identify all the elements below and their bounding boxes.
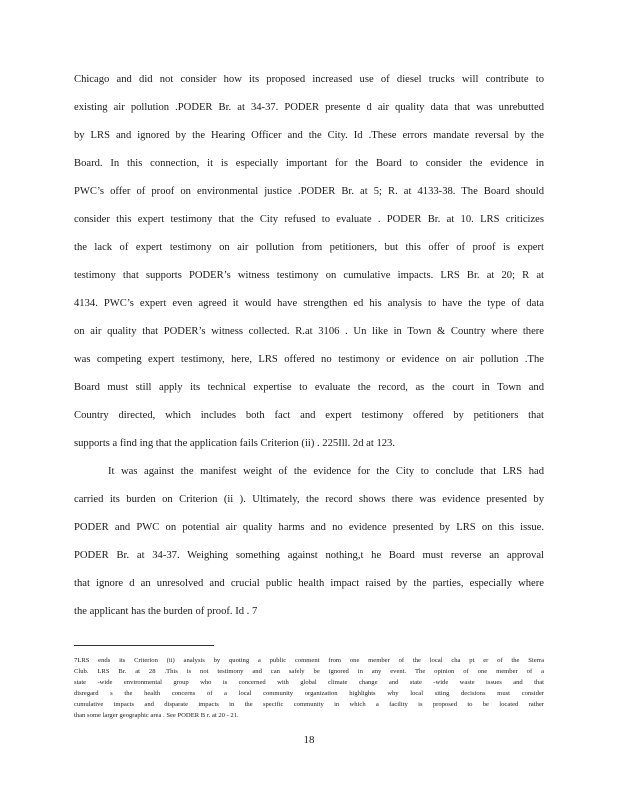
footnote-line: disregard s the health concerns of a local community organization highlights why local siting decisions must consider bbox=[74, 690, 544, 697]
body-line: the lack of expert testimony on air pollution from petitioners, but this offer of proof is expert bbox=[74, 242, 544, 253]
body-line: PODER Br. at 34-37. Weighing something against nothing,t he Board must reverse an approval bbox=[74, 550, 544, 561]
body-line: 4134. PWC’s expert even agreed it would have strengthen ed his analysis to have the type of data bbox=[74, 298, 544, 309]
body-line: supports a find ing that the application fails Criterion (ii) . 225Ill. 2d at 123. bbox=[74, 438, 395, 449]
body-line: consider this expert testimony that the City refused to evaluate . PODER Br. at 10. LRS criticizes bbox=[74, 214, 544, 225]
body-line: Board. In this connection, it is especially important for the Board to consider the evidence in bbox=[74, 158, 544, 169]
body-line-paragraph-start: It was against the manifest weight of the evidence for the City to conclude that LRS had bbox=[108, 466, 544, 477]
footnote-line: state -wide environmental group who is concerned with global climate change and state -wide waste issues and that bbox=[74, 679, 544, 686]
body-line: Board must still apply its technical expertise to evaluate the record, as the court in Town and bbox=[74, 382, 544, 393]
footnote-line: 7LRS ends its Criterion (ii) analysis by quoting a public comment from one member of the local cha pt er of the Sierra bbox=[74, 657, 544, 664]
footnote-divider bbox=[74, 645, 214, 646]
body-line: carried its burden on Criterion (ii ). Ultimately, the record shows there was evidence presented by bbox=[74, 494, 544, 505]
body-line: was competing expert testimony, here, LRS offered no testimony or evidence on air pollution .The bbox=[74, 354, 544, 365]
body-line: by LRS and ignored by the Hearing Officer and the City. Id .These errors mandate reversal by the bbox=[74, 130, 544, 141]
body-line: on air quality that PODER’s witness collected. R.at 3106 . Un like in Town & Country where there bbox=[74, 326, 544, 337]
body-line: PODER and PWC on potential air quality harms and no evidence presented by LRS on this issue. bbox=[74, 522, 544, 533]
body-line: testimony that supports PODER’s witness testimony on cumulative impacts. LRS Br. at 20; R at bbox=[74, 270, 544, 281]
body-line: Chicago and did not consider how its proposed increased use of diesel trucks will contribute to bbox=[74, 74, 544, 85]
footnote-line: Club. LRS Br. at 28 .This is not testimony and can safely be ignored in any event. The opinion of one member of a bbox=[74, 668, 544, 675]
body-line: existing air pollution .PODER Br. at 34-37. PODER presente d air quality data that was unrebutted bbox=[74, 102, 544, 113]
body-line: Country directed, which includes both fact and expert testimony offered by petitioners that bbox=[74, 410, 544, 421]
body-line: PWC’s offer of proof on environmental justice .PODER Br. at 5; R. at 4133-38. The Board should bbox=[74, 186, 544, 197]
footnote-line: cumulative impacts and disparate impacts in the specific community in which a facility is proposed to be located rather bbox=[74, 701, 544, 708]
body-line: the applicant has the burden of proof. Id . 7 bbox=[74, 606, 258, 617]
page-number: 18 bbox=[303, 734, 315, 746]
body-line: that ignore d an unresolved and crucial public health impact raised by the parties, especially where bbox=[74, 578, 544, 589]
footnote-line: than some larger geographic area . See PODER B r. at 20 - 21. bbox=[74, 712, 239, 719]
